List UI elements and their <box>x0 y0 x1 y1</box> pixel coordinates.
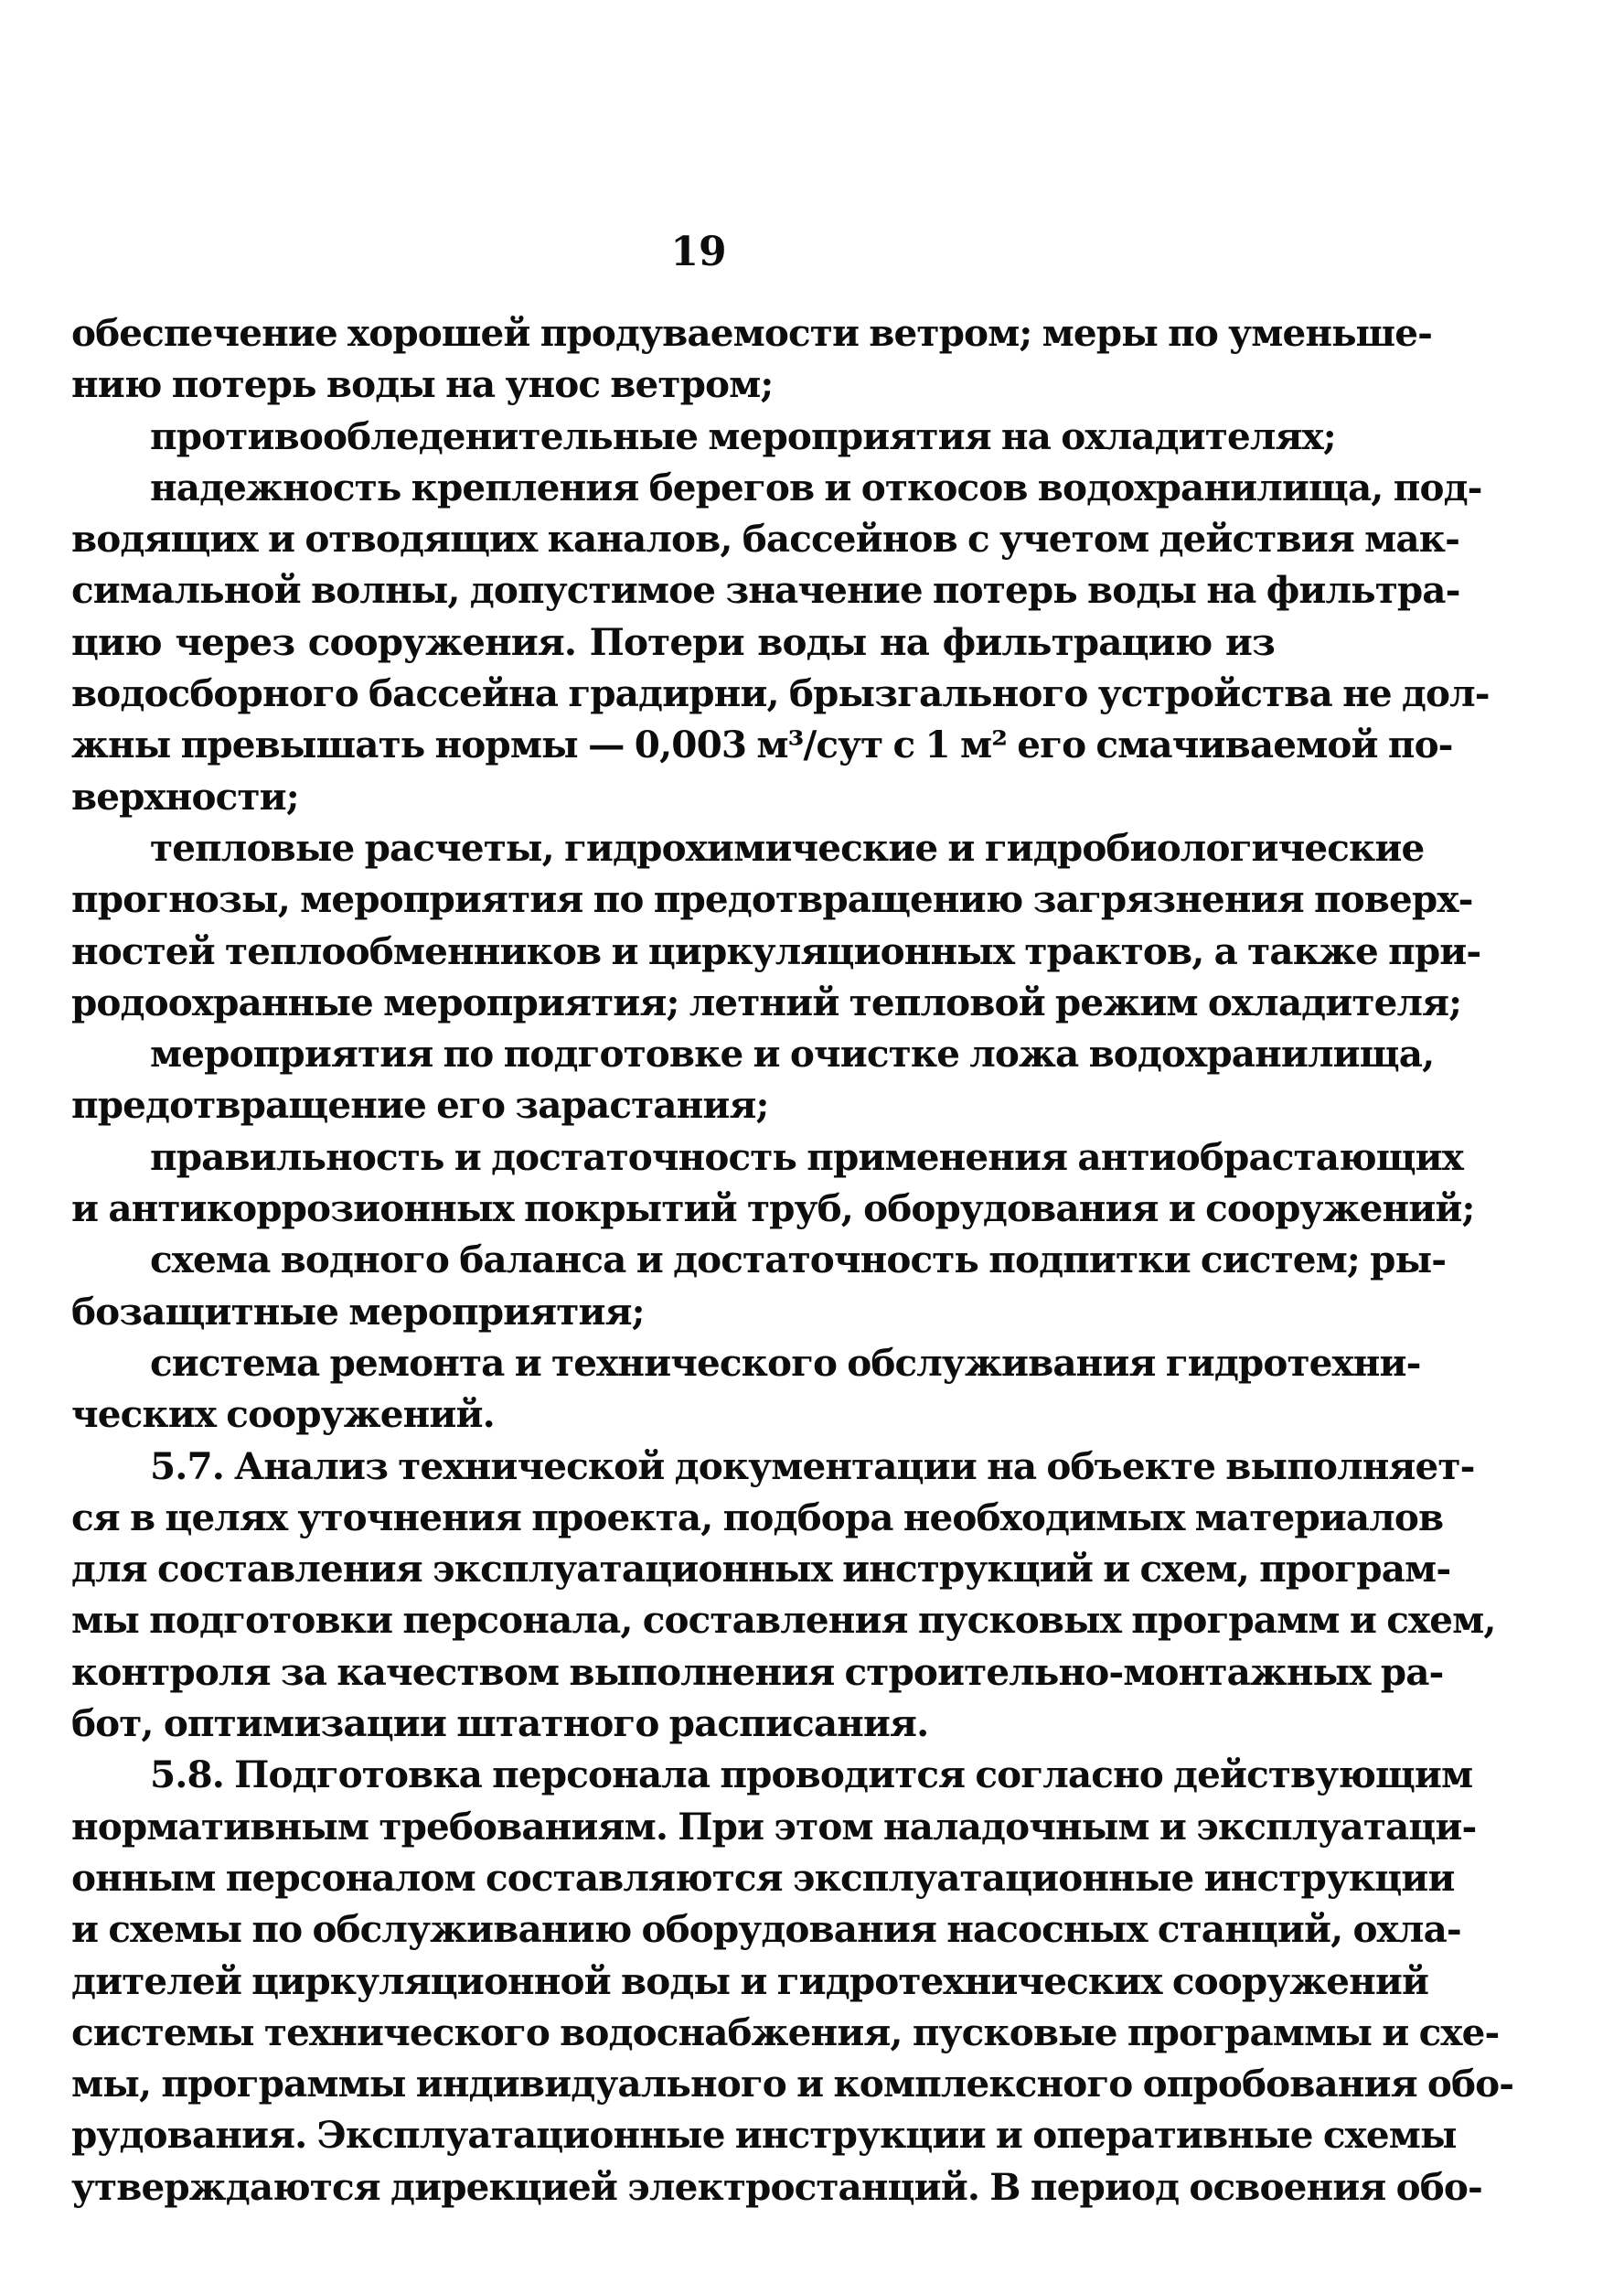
text-line: мы, программы индивидуального и комплексного опробования обо- <box>71 2062 1514 2106</box>
text-line: контроля за качеством выполнения строительно-монтажных ра- <box>71 1649 1444 1694</box>
text-line: дителей циркуляционной воды и гидротехнических сооружений <box>71 1958 1429 2003</box>
text-line: цию через сооружения. Потери воды на фильтрацию из <box>71 619 1275 664</box>
text-line: водящих и отводящих каналов, бассейнов с учетом действия мак- <box>71 517 1459 562</box>
text-line: бозащитные мероприятия; <box>71 1289 645 1334</box>
text-line: обеспечение хорошей продуваемости ветром; меры по уменьше- <box>71 311 1433 355</box>
text-line: нию потерь воды на унос ветром; <box>71 362 774 407</box>
text-line: симальной волны, допустимое значение потерь воды на фильтра- <box>71 568 1460 613</box>
text-line: ся в целях уточнения проекта, подбора необходимых материалов <box>71 1495 1444 1539</box>
text-line: 5.7. Анализ технической документации на объекте выполняет- <box>150 1443 1475 1488</box>
text-line: нормативным требованиям. При этом наладочным и эксплуатаци- <box>71 1804 1477 1849</box>
text-line: прогнозы, мероприятия по предотвращению загрязнения поверх- <box>71 877 1473 922</box>
text-line: системы технического водоснабжения, пусковые программы и схе- <box>71 2010 1500 2054</box>
text-line: онным персоналом составляются эксплуатационные инструкции <box>71 1855 1455 1900</box>
text-line: система ремонта и технического обслуживания гидротехни- <box>150 1340 1421 1385</box>
body-text <box>71 307 1514 2213</box>
text-line: родоохранные мероприятия; летний тепловой режим охладителя; <box>71 980 1462 1024</box>
text-line: и схемы по обслуживанию оборудования насосных станций, охла- <box>71 1907 1461 1952</box>
text-line: рудования. Эксплуатационные инструкции и оперативные схемы <box>71 2113 1457 2158</box>
text-line: водосборного бассейна градирни, брызгального устройства не дол- <box>71 671 1490 716</box>
text-line: тепловые расчеты, гидрохимические и гидробиологические <box>150 825 1425 870</box>
text-line: схема водного баланса и достаточность подпитки систем; ры- <box>150 1238 1447 1282</box>
text-line: надежность крепления берегов и откосов водохранилища, под- <box>150 465 1482 509</box>
text-line: мы подготовки персонала, составления пусковых программ и схем, <box>71 1598 1496 1643</box>
text-line: предотвращение его зарастания; <box>71 1083 769 1128</box>
page-number: 19 <box>670 229 727 275</box>
text-line: жны превышать нормы — 0,003 м³/сут с 1 м² его смачиваемой по- <box>71 723 1453 767</box>
text-line: для составления эксплуатационных инструкций и схем, програм- <box>71 1547 1451 1592</box>
text-line: бот, оптимизации штатного расписания. <box>71 1701 929 1746</box>
text-line: ностей теплообменников и циркуляционных трактов, а также при- <box>71 928 1481 973</box>
text-line: ческих сооружений. <box>71 1392 495 1437</box>
text-line: 5.8. Подготовка персонала проводится согласно действующим <box>150 1752 1473 1797</box>
text-line: и антикоррозионных покрытий труб, оборудования и сооружений; <box>71 1186 1475 1231</box>
text-line: верхности; <box>71 774 299 819</box>
text-line: утверждаются дирекцией электростанций. В период освоения обо- <box>71 2164 1482 2209</box>
text-line: правильность и достаточность применения антиобрастающих <box>150 1134 1464 1179</box>
text-line: мероприятия по подготовке и очистке ложа водохранилища, <box>150 1032 1435 1077</box>
text-line: противообледенительные мероприятия на охладителях; <box>150 413 1336 458</box>
